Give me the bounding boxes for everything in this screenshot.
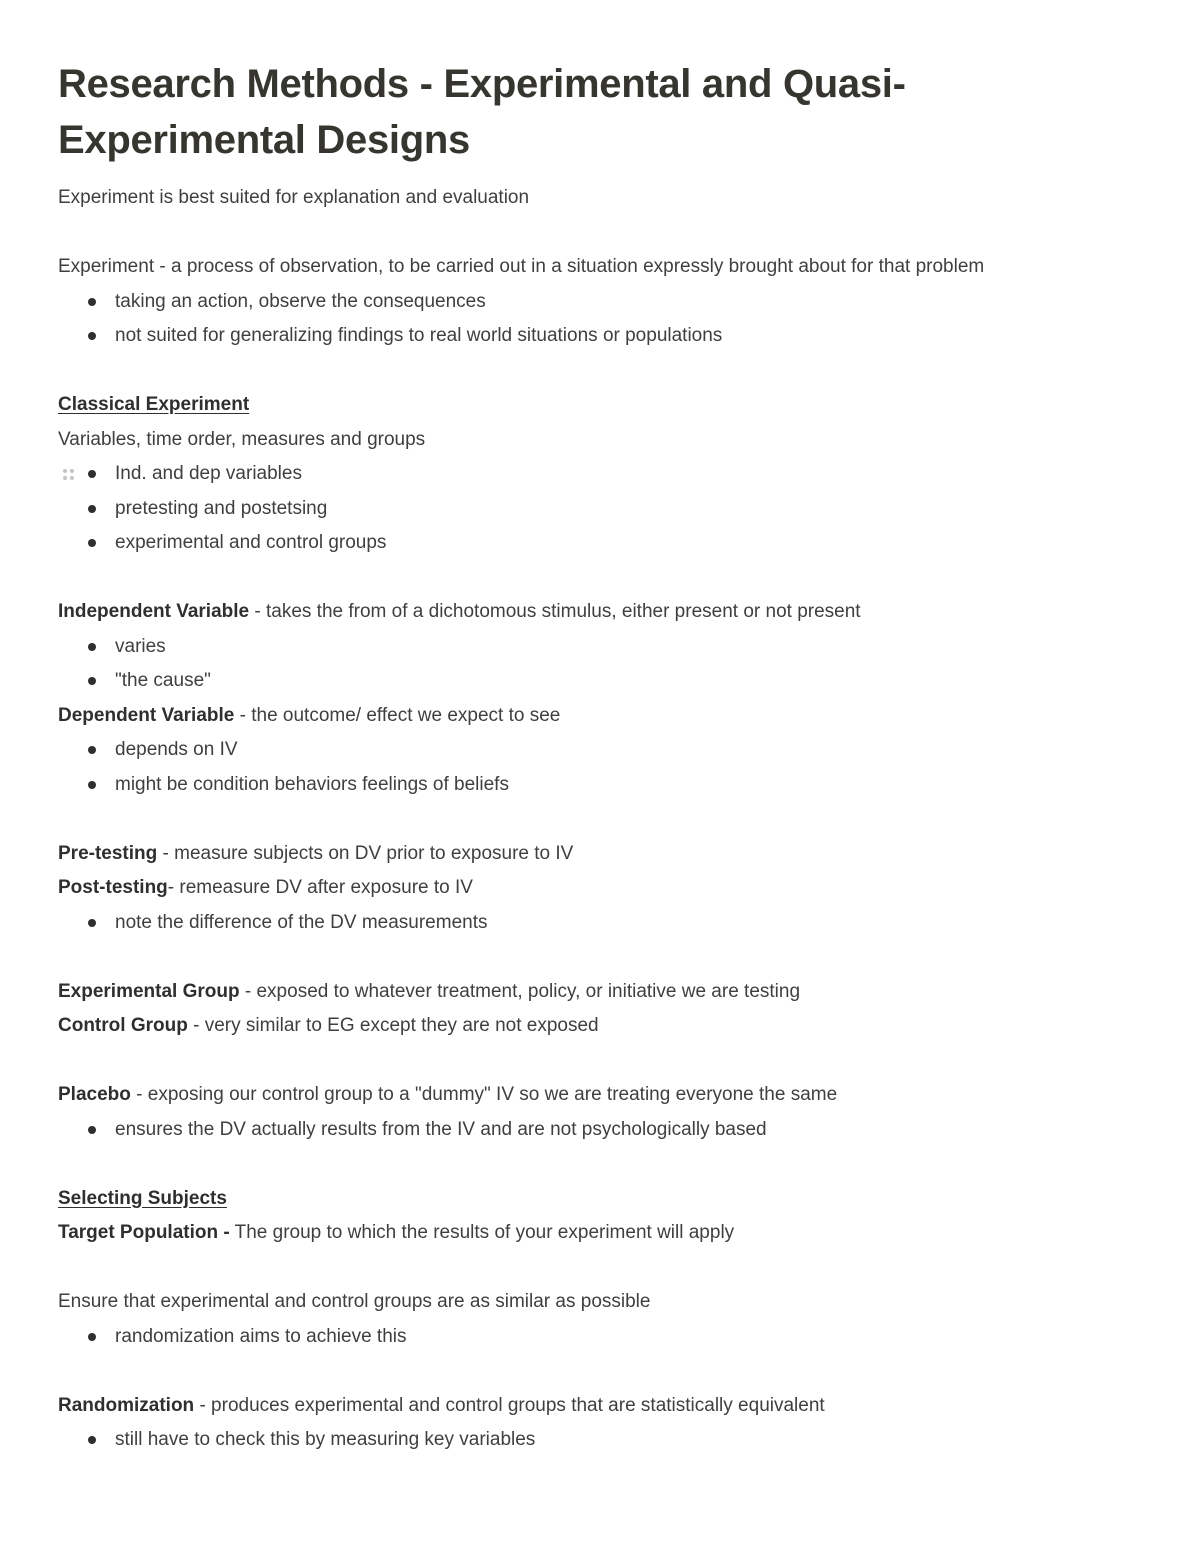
- bullet-icon: [88, 643, 96, 651]
- list-item: might be condition behaviors feelings of beliefs: [58, 768, 1158, 803]
- intro-paragraph: Experiment is best suited for explanation and evaluation: [58, 187, 530, 208]
- list-item: Ind. and dep variables: [58, 457, 1158, 492]
- randomization-bullet-list: [58, 1423, 1158, 1458]
- section-heading-classical-experiment: Classical Experiment: [58, 394, 250, 415]
- bullet-icon: [88, 539, 96, 547]
- posttesting-definition: Post-testing- remeasure DV after exposure to IV: [58, 877, 473, 898]
- bullet-icon: [88, 746, 96, 754]
- list-item: ensures the DV actually results from the IV and are not psychologically based: [58, 1113, 1158, 1148]
- experimental-group-definition: Experimental Group - exposed to whatever treatment, policy, or initiative we are testing: [58, 980, 801, 1002]
- spacer: [58, 1458, 1158, 1493]
- spacer: [58, 940, 1158, 975]
- list-item: experimental and control groups: [58, 526, 1158, 561]
- randomization-definition: Randomization - produces experimental and control groups that are statistically equivalent: [58, 1394, 825, 1416]
- list-item: depends on IV: [58, 733, 1158, 768]
- dependent-variable-definition: Dependent Variable - the outcome/ effect we expect to see: [58, 704, 561, 726]
- bullet-icon: [88, 470, 96, 478]
- list-item: taking an action, observe the consequences: [58, 285, 1158, 320]
- list-item: note the difference of the DV measurements: [58, 906, 1158, 941]
- experiment-bullet-list: [58, 285, 1158, 354]
- pretesting-definition: Pre-testing - measure subjects on DV prior to exposure to IV: [58, 842, 574, 864]
- target-population-definition: Target Population - The group to which the results of your experiment will apply: [58, 1222, 735, 1243]
- list-item: randomization aims to achieve this: [58, 1320, 1158, 1355]
- bullet-icon: [88, 1126, 96, 1134]
- bullet-icon: [88, 332, 96, 340]
- spacer: [58, 1044, 1158, 1079]
- placebo-bullet-list: [58, 1113, 1158, 1148]
- bullet-icon: [88, 919, 96, 927]
- bullet-icon: [88, 677, 96, 685]
- placebo-definition: Placebo - exposing our control group to a "dummy" IV so we are treating everyone the same: [58, 1084, 838, 1105]
- section-heading-selecting-subjects: Selecting Subjects: [58, 1187, 227, 1209]
- posttesting-bullet-list: [58, 906, 1158, 941]
- bullet-icon: [88, 298, 96, 306]
- list-item: still have to check this by measuring key variables: [58, 1423, 1158, 1458]
- ensure-line: Ensure that experimental and control groups are as similar as possible: [58, 1291, 651, 1312]
- independent-variable-definition: Independent Variable - takes the from of a dichotomous stimulus, either present or not present: [58, 601, 861, 622]
- list-item: varies: [58, 630, 1158, 665]
- spacer: [58, 561, 1158, 596]
- spacer: [58, 354, 1158, 389]
- page-title: Research Methods - Experimental and Quasi-Experimental Designs: [58, 62, 906, 162]
- bullet-icon: [88, 1436, 96, 1444]
- bullet-icon: [88, 505, 96, 513]
- ensure-bullet-list: [58, 1320, 1158, 1355]
- classical-line: Variables, time order, measures and groups: [58, 428, 426, 450]
- experiment-definition: Experiment - a process of observation, to be carried out in a situation expressly brought about for that problem: [58, 256, 985, 277]
- spacer: [58, 1354, 1158, 1389]
- independent-bullet-list: [58, 630, 1158, 699]
- list-item: not suited for generalizing findings to real world situations or populations: [58, 319, 1158, 354]
- document-page: [58, 56, 1158, 1512]
- spacer: [58, 1251, 1158, 1286]
- spacer: [58, 1147, 1158, 1182]
- cut-off-line: [58, 1492, 1158, 1512]
- spacer: [58, 802, 1158, 837]
- bullet-icon: [88, 1333, 96, 1341]
- spacer: [58, 216, 1158, 251]
- drag-handle-icon[interactable]: [62, 468, 76, 482]
- dependent-bullet-list: [58, 733, 1158, 802]
- list-item: pretesting and postetsing: [58, 492, 1158, 527]
- list-item: "the cause": [58, 664, 1158, 699]
- classical-bullet-list: [58, 457, 1158, 561]
- control-group-definition: Control Group - very similar to EG except they are not exposed: [58, 1015, 599, 1036]
- bullet-icon: [88, 781, 96, 789]
